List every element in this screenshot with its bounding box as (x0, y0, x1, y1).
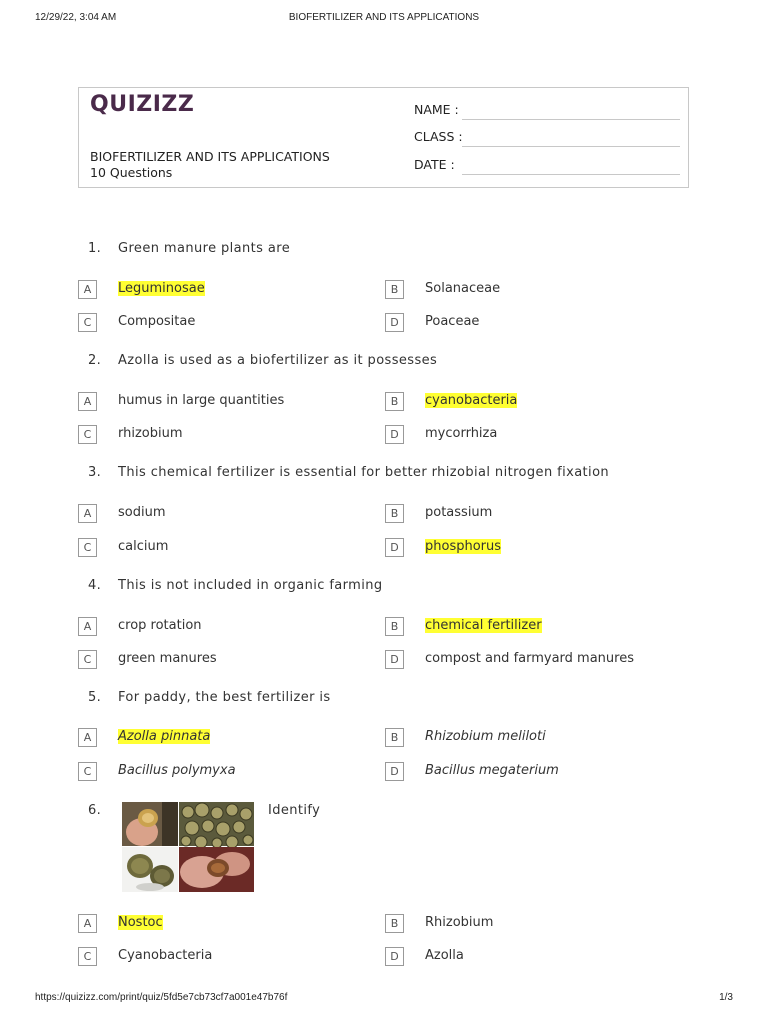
option-letter: D (385, 425, 404, 444)
option-text: Compositae (118, 314, 196, 329)
question-number: 3. (88, 465, 102, 480)
question-number: 4. (88, 578, 102, 593)
option-letter: B (385, 504, 404, 523)
option-text: chemical fertilizer (425, 618, 542, 633)
option-letter: B (385, 728, 404, 747)
option-letter: A (78, 280, 97, 299)
quizizz-logo: QUIZIZZ (90, 92, 195, 117)
question-6-text-wrap (268, 803, 320, 818)
option-text: rhizobium (118, 426, 183, 441)
option-letter: D (385, 762, 404, 781)
name-label: NAME : (414, 102, 459, 117)
option-text: potassium (425, 505, 493, 520)
question-text: For paddy, the best fertilizer is (118, 690, 331, 705)
option-letter: D (385, 650, 404, 669)
print-page-number: 1/3 (719, 992, 733, 1003)
option-text: calcium (118, 539, 169, 554)
option-text: phosphorus (425, 539, 502, 554)
question-number: 1. (88, 241, 102, 256)
option-letter: B (385, 280, 404, 299)
class-field[interactable] (414, 129, 680, 147)
option-text: green manures (118, 651, 217, 666)
option-letter: D (385, 947, 404, 966)
option-text: Azolla pinnata (118, 729, 211, 744)
print-footer (0, 992, 768, 1012)
date-label: DATE : (414, 157, 455, 172)
option-letter: A (78, 392, 97, 411)
date-field[interactable] (414, 157, 680, 175)
option-text: compost and farmyard manures (425, 651, 634, 666)
option-text: crop rotation (118, 618, 202, 633)
question-text: This is not included in organic farming (118, 578, 383, 593)
print-datetime: 12/29/22, 3:04 AM (35, 12, 117, 23)
option-text: Rhizobium meliloti (425, 729, 546, 744)
option-letter: D (385, 538, 404, 557)
question-text: This chemical fertilizer is essential for better rhizobial nitrogen fixation (118, 465, 610, 480)
question-count: 10 Questions (90, 165, 173, 180)
option-letter: C (78, 313, 97, 332)
question-number: 5. (88, 690, 102, 705)
option-text: Leguminosae (118, 281, 205, 296)
option-letter: C (78, 947, 97, 966)
print-url: https://quizizz.com/print/quiz/5fd5e7cb73cf7a001e47b76f (35, 992, 288, 1003)
option-text: Solanaceae (425, 281, 501, 296)
option-text: Poaceae (425, 314, 480, 329)
option-letter: C (78, 762, 97, 781)
print-header (0, 12, 768, 32)
option-letter: A (78, 914, 97, 933)
option-letter: C (78, 538, 97, 557)
question-text: Azolla is used as a biofertilizer as it possesses (118, 353, 438, 368)
option-letter: A (78, 504, 97, 523)
question-number: 6. (88, 803, 102, 818)
option-text: Bacillus polymyxa (118, 763, 236, 778)
option-letter: B (385, 617, 404, 636)
option-text: Azolla (425, 948, 464, 963)
print-title: BIOFERTILIZER AND ITS APPLICATIONS (288, 12, 480, 23)
quiz-header-box (78, 87, 689, 188)
option-text: Bacillus megaterium (425, 763, 559, 778)
option-text: Cyanobacteria (118, 948, 213, 963)
date-line (462, 174, 680, 175)
option-letter: A (78, 728, 97, 747)
option-letter: A (78, 617, 97, 636)
question-number: 2. (88, 353, 102, 368)
option-letter: D (385, 313, 404, 332)
option-text: Rhizobium (425, 915, 494, 930)
class-label: CLASS : (414, 129, 463, 144)
option-letter: B (385, 392, 404, 411)
option-letter: C (78, 425, 97, 444)
question-text: Identify (268, 803, 321, 818)
name-field[interactable] (414, 102, 680, 120)
quiz-title: BIOFERTILIZER AND ITS APPLICATIONS (90, 149, 330, 164)
nodule-photo-collage (122, 802, 254, 892)
option-text: Nostoc (118, 915, 163, 930)
option-letter: C (78, 650, 97, 669)
option-text: humus in large quantities (118, 393, 285, 408)
option-text: sodium (118, 505, 166, 520)
option-text: mycorrhiza (425, 426, 498, 441)
option-letter: B (385, 914, 404, 933)
question-text: Green manure plants are (118, 241, 291, 256)
class-line (462, 146, 680, 147)
name-line (462, 119, 680, 120)
option-text: cyanobacteria (425, 393, 518, 408)
question-6-image (122, 802, 254, 892)
